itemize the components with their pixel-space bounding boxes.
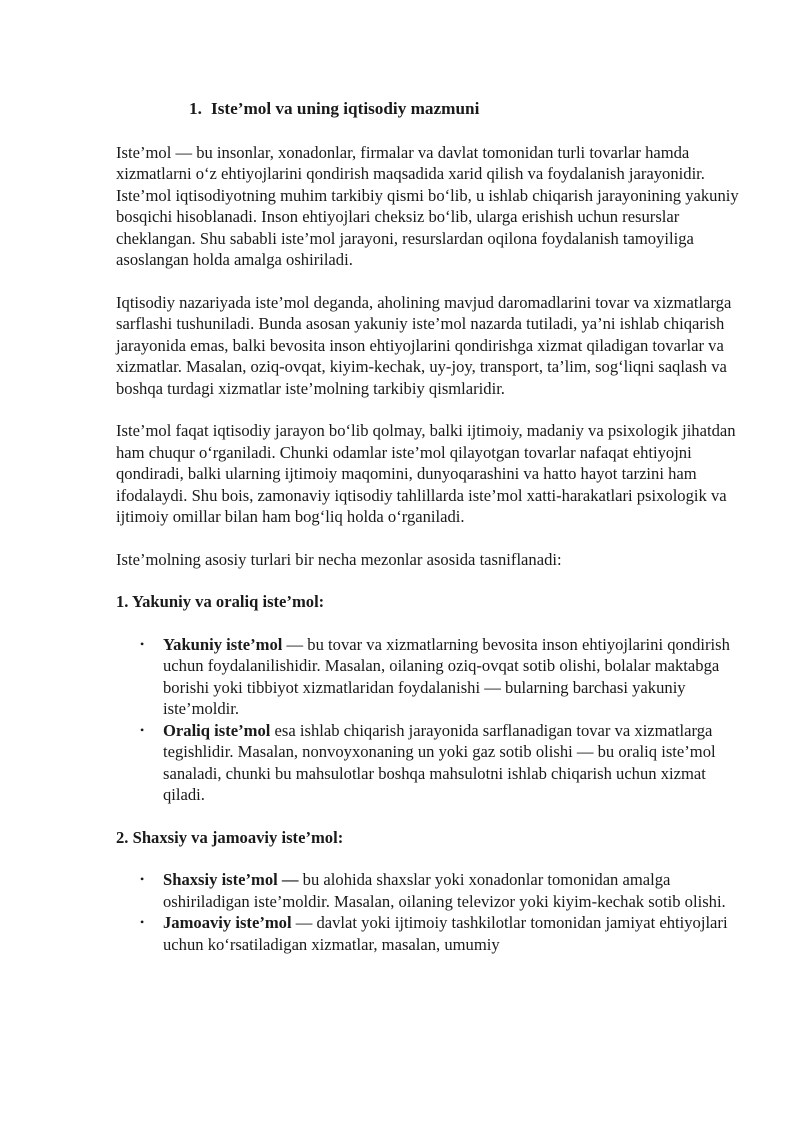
subheading-personal-collective: 2. Shaxsiy va jamoaviy iste’mol: [116, 827, 344, 847]
list-item [116, 869, 744, 912]
term-personal-consumption: Shaxsiy iste’mol — [163, 870, 299, 889]
list-item [116, 720, 744, 806]
term-collective-consumption: Jamoaviy iste’mol [163, 913, 292, 932]
list-final-intermediate [116, 634, 744, 806]
subheading-final-intermediate: 1. Yakuniy va oraliq iste’mol: [116, 592, 325, 611]
bullet-icon: • [140, 872, 145, 886]
bullet-icon: • [140, 636, 145, 651]
section-heading [189, 98, 744, 120]
list-item [116, 912, 744, 955]
bullet-icon: • [140, 722, 145, 737]
paragraph-definition: Iste’mol — bu insonlar, xonadonlar, firmalar va davlat tomonidan turli tovarlar hamda xizmatlarni o‘z ehtiyojlarini qondirish maqsadida xarid qilish va foydalanish jarayonidir. Iste’mol iqtisodiyotning muhim tarkibiy qismi bo‘lib, u ishlab chiqarish jarayonining yakuniy bosqichi hisoblanadi. Inson ehtiyojlari cheksiz bo‘lib, ularga erishish uchun resurslar cheklangan. Shu sababli iste’mol jarayoni, resurslardan oqilona foydalanish tamoyiliga asoslangan holda amalga oshiriladi. [116, 142, 739, 269]
heading-number: 1. [189, 99, 202, 118]
list-personal-collective [116, 869, 744, 955]
term-final-consumption: Yakuniy iste’mol [163, 634, 283, 654]
item-text: — bu tovar va xizmatlarning bevosita inson ehtiyojlarini qondirish uchun foydalanilishidir. Masalan, oilaning oziq-ovqat sotib olishi, bolalar maktabga borishi yoki tibbiyot xizmatlaridan foydalanishi — bularning barchasi yakuniy iste’moldir. [163, 634, 730, 718]
list-item [116, 634, 744, 720]
bullet-icon: • [140, 915, 145, 929]
term-intermediate-consumption: Oraliq iste’mol [163, 720, 271, 740]
item-text: esa ishlab chiqarish jarayonida sarflanadigan tovar va xizmatlarga tegishlidir. Masalan, nonvoyxonaning un yoki gaz sotib olishi — bu oraliq iste’mol sanaladi, chunki bu mahsulotlar boshqa mahsulotni ishlab chiqarish uchun xizmat qiladi. [163, 720, 716, 804]
paragraph-classification-intro: Iste’molning asosiy turlari bir necha mezonlar asosida tasniflanadi: [116, 549, 562, 569]
paragraph-economic-theory: Iqtisodiy nazariyada iste’mol deganda, aholining mavjud daromadlarini tovar va xizmatlarga sarflashi tushuniladi. Bunda asosan yakuniy iste’mol nazarda tutiladi, ya’ni ishlab chiqarish jarayonida emas, balki bevosita inson ehtiyojlarini qondirishga xizmat qiladigan tovarlar va xizmatlar. Masalan, oziq-ovqat, kiyim-kechak, uy-joy, transport, ta’lim, sog‘liqni saqlash va boshqa turdagi xizmatlar iste’molning tarkibiy qismlaridir. [116, 292, 732, 398]
paragraph-social-aspects: Iste’mol faqat iqtisodiy jarayon bo‘lib qolmay, balki ijtimoiy, madaniy va psixologik jihatdan ham chuqur o‘rganiladi. Chunki odamlar iste’mol qilayotgan tovarlar nafaqat ehtiyojni qondiradi, balki ularning ijtimoiy maqomini, dunyoqarashini va hatto hayot tarzini ham ifodalaydi. Shu bois, zamonaviy iqtisodiy tahlillarda iste’mol xatti-harakatlari psixologik va ijtimoiy omillar bilan ham bog‘liq holda o‘rganiladi. [116, 421, 736, 526]
heading-title: Iste’mol va uning iqtisodiy mazmuni [211, 99, 480, 118]
document-page [116, 98, 744, 976]
item-text: bu alohida shaxslar yoki xonadonlar tomonidan amalga oshiriladigan iste’moldir. Masalan, oilaning televizor yoki kiyim-kechak sotib olishi. [163, 870, 726, 911]
item-text: — davlat yoki ijtimoiy tashkilotlar tomonidan jamiyat ehtiyojlari uchun ko‘rsatiladigan xizmatlar, masalan, umumiy [163, 913, 728, 954]
